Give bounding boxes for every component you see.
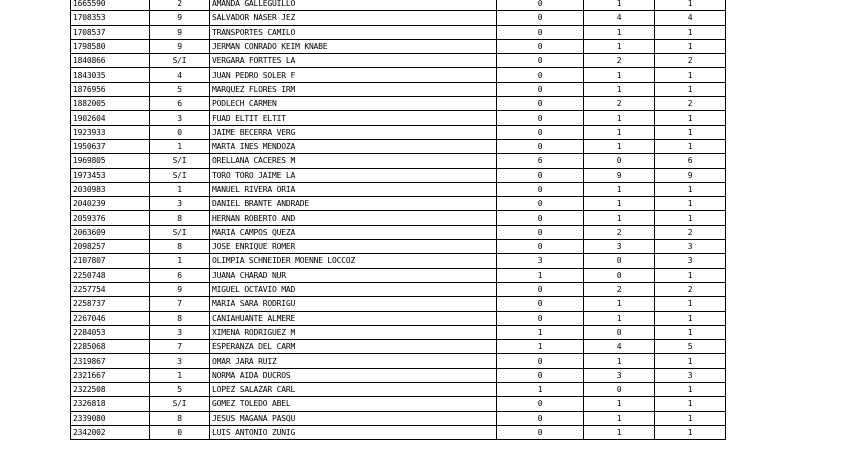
table-row — [71, 68, 726, 82]
table-row — [71, 11, 726, 25]
count-cell-2: 1 — [584, 211, 655, 225]
count-cell-1: 0 — [497, 425, 584, 439]
table-row — [71, 54, 726, 68]
dv-cell: 1 — [150, 368, 210, 382]
count-cell-2: 1 — [584, 39, 655, 53]
name-cell: GOMEZ TOLEDO ABEL — [210, 397, 497, 411]
table-row — [71, 154, 726, 168]
count-cell-2: 2 — [584, 97, 655, 111]
table-row — [71, 268, 726, 282]
dv-cell: 1 — [150, 254, 210, 268]
dv-cell: 8 — [150, 240, 210, 254]
name-cell: MARTA INES MENDOZA — [210, 139, 497, 153]
total-cell: 1 — [655, 125, 726, 139]
dv-cell: 2 — [150, 0, 210, 11]
count-cell-1: 0 — [497, 211, 584, 225]
count-cell-1: 0 — [497, 25, 584, 39]
table-row — [71, 25, 726, 39]
rut-cell: 1950637 — [71, 139, 150, 153]
total-cell: 3 — [655, 240, 726, 254]
count-cell-2: 1 — [584, 411, 655, 425]
rut-cell: 1798580 — [71, 39, 150, 53]
total-cell: 1 — [655, 25, 726, 39]
count-cell-2: 1 — [584, 25, 655, 39]
name-cell: TORO TORO JAIME LA — [210, 168, 497, 182]
dv-cell: 9 — [150, 39, 210, 53]
name-cell: VERGARA FORTTES LA — [210, 54, 497, 68]
total-cell: 1 — [655, 425, 726, 439]
count-cell-1: 0 — [497, 39, 584, 53]
count-cell-1: 0 — [497, 125, 584, 139]
count-cell-2: 3 — [584, 368, 655, 382]
dv-cell: 6 — [150, 268, 210, 282]
name-cell: MIGUEL OCTAVIO MAD — [210, 282, 497, 296]
total-cell: 1 — [655, 82, 726, 96]
dv-cell: 5 — [150, 82, 210, 96]
count-cell-2: 2 — [584, 225, 655, 239]
total-cell: 1 — [655, 397, 726, 411]
count-cell-2: 1 — [584, 197, 655, 211]
count-cell-1: 0 — [497, 197, 584, 211]
rut-cell: 1840866 — [71, 54, 150, 68]
count-cell-1: 0 — [497, 0, 584, 11]
count-cell-1: 0 — [497, 97, 584, 111]
total-cell: 5 — [655, 340, 726, 354]
dv-cell: 7 — [150, 297, 210, 311]
rut-cell: 2342002 — [71, 425, 150, 439]
count-cell-2: 4 — [584, 340, 655, 354]
total-cell: 1 — [655, 0, 726, 11]
total-cell: 3 — [655, 254, 726, 268]
count-cell-2: 0 — [584, 325, 655, 339]
dv-cell: 6 — [150, 97, 210, 111]
dv-cell: S/I — [150, 168, 210, 182]
table-row — [71, 383, 726, 397]
count-cell-2: 4 — [584, 11, 655, 25]
records-table — [70, 0, 726, 440]
rut-cell: 2030983 — [71, 182, 150, 196]
total-cell: 1 — [655, 354, 726, 368]
rut-cell: 2040239 — [71, 197, 150, 211]
rut-cell: 2339080 — [71, 411, 150, 425]
table-row — [71, 325, 726, 339]
total-cell: 1 — [655, 383, 726, 397]
rut-cell: 1843035 — [71, 68, 150, 82]
table-row — [71, 139, 726, 153]
dv-cell: 4 — [150, 68, 210, 82]
table-row — [71, 340, 726, 354]
name-cell: ESPERANZA DEL CARM — [210, 340, 497, 354]
count-cell-2: 1 — [584, 125, 655, 139]
table-row — [71, 111, 726, 125]
name-cell: SALVADOR NASER JEZ — [210, 11, 497, 25]
count-cell-1: 0 — [497, 54, 584, 68]
table-row — [71, 397, 726, 411]
name-cell: JESUS MAGANA PASQU — [210, 411, 497, 425]
count-cell-2: 2 — [584, 282, 655, 296]
count-cell-2: 9 — [584, 168, 655, 182]
count-cell-1: 1 — [497, 325, 584, 339]
rut-cell: 2284053 — [71, 325, 150, 339]
count-cell-1: 6 — [497, 154, 584, 168]
total-cell: 4 — [655, 11, 726, 25]
dv-cell: S/I — [150, 225, 210, 239]
count-cell-2: 1 — [584, 425, 655, 439]
name-cell: NORMA AIDA DUCROS — [210, 368, 497, 382]
dv-cell: 8 — [150, 311, 210, 325]
table-row — [71, 411, 726, 425]
dv-cell: 3 — [150, 197, 210, 211]
name-cell: HERNAN ROBERTO AND — [210, 211, 497, 225]
dv-cell: 0 — [150, 425, 210, 439]
rut-cell: 2322508 — [71, 383, 150, 397]
name-cell: OLIMPIA SCHNEIDER MOENNE LOCCOZ — [210, 254, 497, 268]
count-cell-1: 1 — [497, 340, 584, 354]
total-cell: 1 — [655, 211, 726, 225]
total-cell: 1 — [655, 325, 726, 339]
count-cell-2: 1 — [584, 111, 655, 125]
count-cell-2: 2 — [584, 54, 655, 68]
rut-cell: 1708537 — [71, 25, 150, 39]
dv-cell: 8 — [150, 411, 210, 425]
name-cell: JAIME BECERRA VERG — [210, 125, 497, 139]
table-row — [71, 197, 726, 211]
rut-cell: 1969805 — [71, 154, 150, 168]
count-cell-1: 0 — [497, 368, 584, 382]
name-cell: OMAR JARA RUIZ — [210, 354, 497, 368]
table-row — [71, 311, 726, 325]
count-cell-1: 0 — [497, 182, 584, 196]
table-row — [71, 368, 726, 382]
name-cell: LUIS ANTONIO ZUNIG — [210, 425, 497, 439]
rut-cell: 2257754 — [71, 282, 150, 296]
dv-cell: 5 — [150, 383, 210, 397]
count-cell-1: 0 — [497, 397, 584, 411]
name-cell: JUANA CHARAD NUR — [210, 268, 497, 282]
total-cell: 2 — [655, 225, 726, 239]
count-cell-1: 0 — [497, 68, 584, 82]
name-cell: XIMENA RODRIGUEZ M — [210, 325, 497, 339]
table-row — [71, 240, 726, 254]
table-row — [71, 82, 726, 96]
rut-cell: 1973453 — [71, 168, 150, 182]
rut-cell: 1902604 — [71, 111, 150, 125]
table-row — [71, 39, 726, 53]
rut-cell: 2107807 — [71, 254, 150, 268]
name-cell: MANUEL RIVERA ORIA — [210, 182, 497, 196]
name-cell: JERMAN CONRADO KEIM KNABE — [210, 39, 497, 53]
rut-cell: 2285068 — [71, 340, 150, 354]
dv-cell: S/I — [150, 397, 210, 411]
total-cell: 1 — [655, 111, 726, 125]
dv-cell: 3 — [150, 354, 210, 368]
count-cell-1: 1 — [497, 268, 584, 282]
count-cell-1: 0 — [497, 354, 584, 368]
name-cell: PODLECH CARMEN — [210, 97, 497, 111]
count-cell-1: 0 — [497, 111, 584, 125]
total-cell: 2 — [655, 282, 726, 296]
name-cell: LOPEZ SALAZAR CARL — [210, 383, 497, 397]
total-cell: 1 — [655, 68, 726, 82]
total-cell: 1 — [655, 39, 726, 53]
table-row — [71, 354, 726, 368]
table-row — [71, 125, 726, 139]
count-cell-2: 1 — [584, 139, 655, 153]
count-cell-2: 1 — [584, 182, 655, 196]
total-cell: 1 — [655, 182, 726, 196]
rut-cell: 1665590 — [71, 0, 150, 11]
count-cell-2: 1 — [584, 297, 655, 311]
dv-cell: 0 — [150, 125, 210, 139]
count-cell-1: 3 — [497, 254, 584, 268]
name-cell: JUAN PEDRO SOLER F — [210, 68, 497, 82]
count-cell-2: 0 — [584, 383, 655, 397]
total-cell: 1 — [655, 411, 726, 425]
count-cell-2: 1 — [584, 354, 655, 368]
dv-cell: 1 — [150, 182, 210, 196]
rut-cell: 2321667 — [71, 368, 150, 382]
table-row — [71, 0, 726, 11]
dv-cell: 9 — [150, 25, 210, 39]
table-row — [71, 225, 726, 239]
count-cell-1: 0 — [497, 82, 584, 96]
table-row — [71, 211, 726, 225]
table-row — [71, 297, 726, 311]
name-cell: DANIEL BRANTE ANDRADE — [210, 197, 497, 211]
count-cell-1: 0 — [497, 282, 584, 296]
count-cell-1: 0 — [497, 225, 584, 239]
rut-cell: 2258737 — [71, 297, 150, 311]
name-cell: MARQUEZ FLORES IRM — [210, 82, 497, 96]
total-cell: 3 — [655, 368, 726, 382]
count-cell-1: 0 — [497, 311, 584, 325]
table-row — [71, 168, 726, 182]
count-cell-2: 3 — [584, 240, 655, 254]
dv-cell: 9 — [150, 11, 210, 25]
count-cell-2: 1 — [584, 82, 655, 96]
table-row — [71, 182, 726, 196]
name-cell: JOSE ENRIQUE ROMER — [210, 240, 497, 254]
total-cell: 6 — [655, 154, 726, 168]
count-cell-1: 0 — [497, 168, 584, 182]
count-cell-1: 0 — [497, 240, 584, 254]
count-cell-2: 1 — [584, 0, 655, 11]
rut-cell: 1876956 — [71, 82, 150, 96]
total-cell: 2 — [655, 97, 726, 111]
rut-cell: 1708353 — [71, 11, 150, 25]
dv-cell: S/I — [150, 54, 210, 68]
rut-cell: 2326818 — [71, 397, 150, 411]
table-row — [71, 97, 726, 111]
count-cell-2: 1 — [584, 397, 655, 411]
total-cell: 1 — [655, 297, 726, 311]
rut-cell: 2250748 — [71, 268, 150, 282]
name-cell: MARIA CAMPOS QUEZA — [210, 225, 497, 239]
dv-cell: 7 — [150, 340, 210, 354]
name-cell: MARIA SARA RODRIGU — [210, 297, 497, 311]
total-cell: 1 — [655, 268, 726, 282]
total-cell: 1 — [655, 139, 726, 153]
count-cell-2: 1 — [584, 311, 655, 325]
count-cell-1: 0 — [497, 139, 584, 153]
total-cell: 2 — [655, 54, 726, 68]
rut-cell: 2319867 — [71, 354, 150, 368]
table-row — [71, 425, 726, 439]
count-cell-2: 0 — [584, 154, 655, 168]
dv-cell: 9 — [150, 282, 210, 296]
rut-cell: 2098257 — [71, 240, 150, 254]
name-cell: AMANDA GALLEGUILLO — [210, 0, 497, 11]
dv-cell: S/I — [150, 154, 210, 168]
dv-cell: 1 — [150, 139, 210, 153]
name-cell: ORELLANA CACERES M — [210, 154, 497, 168]
rut-cell: 2059376 — [71, 211, 150, 225]
table-row — [71, 282, 726, 296]
name-cell: TRANSPORTES CAMILO — [210, 25, 497, 39]
count-cell-1: 1 — [497, 383, 584, 397]
name-cell: FUAD ELTIT ELTIT — [210, 111, 497, 125]
dv-cell: 8 — [150, 211, 210, 225]
count-cell-2: 0 — [584, 268, 655, 282]
records-table-body — [71, 0, 726, 440]
rut-cell: 1882005 — [71, 97, 150, 111]
count-cell-1: 0 — [497, 11, 584, 25]
total-cell: 9 — [655, 168, 726, 182]
count-cell-1: 0 — [497, 411, 584, 425]
count-cell-1: 0 — [497, 297, 584, 311]
count-cell-2: 1 — [584, 68, 655, 82]
total-cell: 1 — [655, 197, 726, 211]
count-cell-2: 0 — [584, 254, 655, 268]
rut-cell: 1923933 — [71, 125, 150, 139]
total-cell: 1 — [655, 311, 726, 325]
table-row — [71, 254, 726, 268]
name-cell: CANIAHUANTE ALMERE — [210, 311, 497, 325]
dv-cell: 3 — [150, 111, 210, 125]
rut-cell: 2267046 — [71, 311, 150, 325]
dv-cell: 3 — [150, 325, 210, 339]
rut-cell: 2063609 — [71, 225, 150, 239]
